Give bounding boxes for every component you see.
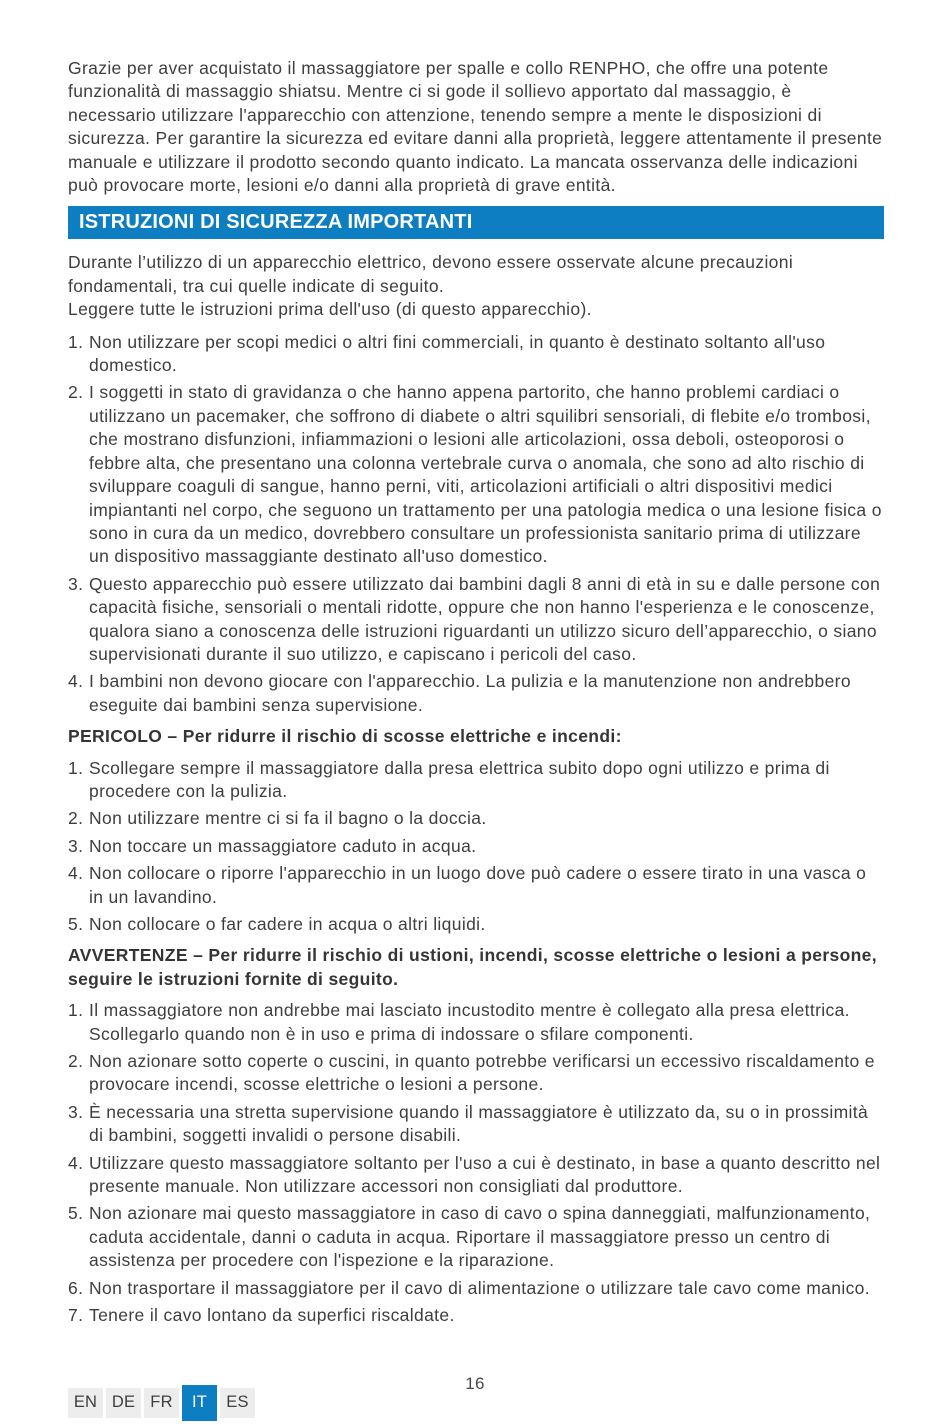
list-item: Non utilizzare mentre ci si fa il bagno o la doccia. (89, 808, 487, 829)
list-item: Non utilizzare per scopi medici o altri fini commerciali, in quanto è destinato soltanto all'uso domestico. (89, 331, 826, 376)
page-number: 16 (465, 1374, 485, 1393)
list-item: Utilizzare questo massaggiatore soltanto per l'uso a cui è destinato, in base a quanto descritto nel presente manuale. Non utilizzare accessori non consigliati dal produttore. (89, 1152, 881, 1197)
list-item: Scollegare sempre il massaggiatore dalla presa elettrica subito dopo ogni utilizzo e prima di procedere con la pulizia. (89, 757, 830, 801)
language-tab-fr: FR (144, 1388, 179, 1418)
safety-section-banner (68, 206, 884, 239)
list-item: Non collocare o riporre l'apparecchio in un luogo dove può cadere o essere tirato in una vasca o in un lavandino. (89, 863, 867, 907)
list-item: Non trasportare il massaggiatore per il cavo di alimentazione o utilizzare tale cavo come manico. (89, 1277, 870, 1298)
list-item: Questo apparecchio può essere utilizzato dai bambini dagli 8 anni di età in su e dalle persone con capacità fisiche, sensoriali o mentali ridotte, oppure che non hanno l'esperienza e le conoscenze, qualora siano a conoscenza delle istruzioni riguardanti un utilizzo sicuro dell’apparecchio, o siano supervisionati durante il suo utilizzo, e capiscano i pericoli del caso. (89, 573, 881, 664)
safety-intro (68, 251, 884, 321)
list-item: I soggetti in stato di gravidanza o che hanno appena partorito, che hanno problemi cardiaci o utilizzano un pacemaker, che soffrono di diabete o altri squilibri sensoriali, di flebite e/o trombosi, che mostrano disfunzioni, infiammazioni o lesioni alle articolazioni, ossa deboli, osteoporosi o febbre alta, che presentano una colonna vertebrale curva o anomala, che sono ad alto rischio di sviluppare coaguli di sangue, hanno perni, viti, articolazioni artificiali o altri dispositivi medici impiantanti nel corpo, che seguono un trattamento per una patologia medica o una lesione fisica o sono in cura da un medico, dovrebbero consultare un professionista sanitario prima di utilizzare un dispositivo massaggiante destinato all'uso domestico. (89, 382, 882, 567)
language-tab-bar (68, 1385, 255, 1421)
list-item: Non collocare o far cadere in acqua o altri liquidi. (89, 914, 486, 934)
list-item: È necessaria una stretta supervisione quando il massaggiatore è utilizzato da, su o in prossimità di bambini, soggetti invalidi o persone disabili. (89, 1101, 869, 1146)
list-item: Tenere il cavo lontano da superfici riscaldate. (89, 1305, 455, 1326)
list-item: Non azionare sotto coperte o cuscini, in quanto potrebbe verificarsi un eccessivo riscaldamento e provocare incendi, scosse elettriche o lesioni a persone. (89, 1051, 875, 1095)
list-item: Non toccare un massaggiatore caduto in acqua. (89, 835, 477, 856)
list-item: I bambini non devono giocare con l'apparecchio. La pulizia e la manutenzione non andrebbero eseguite dai bambini senza supervisione. (89, 671, 851, 715)
safety-section-title: ISTRUZIONI DI SICUREZZA IMPORTANTI (79, 211, 473, 234)
danger-heading: PERICOLO – Per ridurre il rischio di scosse elettriche e incendi: (68, 726, 622, 747)
list-item: Il massaggiatore non andrebbe mai lasciato incustodito mentre è collegato alla presa elettrica. Scollegarlo quando non è in uso e prima di indossare o sfilare componenti. (89, 1000, 850, 1044)
language-tab-es: ES (220, 1388, 255, 1418)
warning-list (68, 999, 884, 1327)
general-precautions-list (68, 331, 884, 718)
language-tab-de: DE (106, 1388, 141, 1418)
language-tab-en: EN (68, 1388, 103, 1418)
read-all-instructions-line: Leggere tutte le istruzioni prima dell'uso (di questo apparecchio). (68, 299, 592, 320)
language-tab-it: IT (182, 1385, 217, 1421)
list-item: Non azionare mai questo massaggiatore in caso di cavo o spina danneggiati, malfunzionamento, caduta accidentale, danni o caduta in acqua. Riportare il massaggiatore presso un centro di assistenza per procedere con l'ispezione e la riparazione. (89, 1203, 871, 1271)
danger-list (68, 757, 884, 937)
warning-heading: AVVERTENZE – Per ridurre il rischio di ustioni, incendi, scosse elettriche o lesioni a persone, seguire le istruzioni fornite di seguito. (68, 945, 877, 989)
safety-intro-paragraph: Durante l’utilizzo di un apparecchio elettrico, devono essere osservate alcune precauzioni fondamentali, tra cui quelle indicate di seguito. (68, 252, 794, 296)
intro-paragraph: Grazie per aver acquistato il massaggiatore per spalle e collo RENPHO, che offre una potente funzionalità di massaggio shiatsu. Mentre ci si gode il sollievo apportato dal massaggio, è necessario utilizzare l'apparecchio con attenzione, tenendo sempre a mente le disposizioni di sicurezza. Per garantire la sicurezza ed evitare danni alla proprietà, leggere attentamente il presente manuale e utilizzare il prodotto secondo quanto indicato. La mancata osservanza delle indicazioni può provocare morte, lesioni e/o danni alla proprietà di grave entità. (68, 58, 883, 196)
